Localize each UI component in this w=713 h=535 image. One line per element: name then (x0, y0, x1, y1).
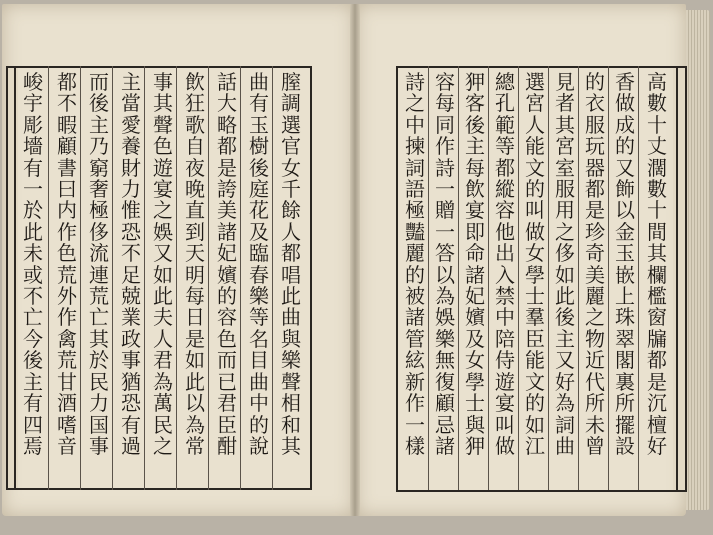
right-text-column-5: 選宮人能文的叫做女學士羣臣能文的如江 (525, 70, 545, 458)
left-text-column-3: 話大略都是誇美諸妃嬪的容色而已君臣酣 (217, 70, 237, 458)
column-rule (208, 66, 209, 490)
column-rule (458, 66, 459, 490)
column-rule (428, 66, 429, 490)
left-text-column-5: 事其聲色遊宴之娛又如此夫人君為萬民之 (153, 70, 173, 458)
column-rule (488, 66, 489, 490)
column-rule (240, 66, 241, 490)
right-text-column-7: 狎客後主每飲宴即命諸妃嬪及女學士與狎 (465, 70, 485, 458)
right-text-column-9: 詩之中揀詞語極豔麗的被諸管絃新作一樣 (405, 70, 425, 458)
right-text-column-4: 見者其宮室服用之侈如此後主又好為詞曲 (555, 70, 575, 458)
column-rule (176, 66, 177, 490)
column-rule (48, 66, 49, 490)
column-rule (608, 66, 609, 490)
left-text-column-2: 曲有玉樹後庭花及臨春樂等名目曲中的說 (249, 70, 269, 458)
right-text-column-8: 容每同作詩一贈一答以為娛樂無復顧忌諸 (435, 70, 455, 458)
right-text-column-3: 的衣服玩器都是珍奇美麗之物近代所未曾 (585, 70, 605, 458)
left-text-column-1: 膣調選官女千餘人都唱此曲與樂聲相和其 (281, 70, 301, 458)
column-rule (578, 66, 579, 490)
right-text-column-6: 總孔範等都縱容他出入禁中陪侍遊宴叫做 (495, 70, 515, 458)
column-rule (638, 66, 639, 490)
column-rule (548, 66, 549, 490)
column-rule (80, 66, 81, 490)
page-edges (686, 10, 710, 510)
left-text-column-7: 而後主乃窮奢極侈流連荒亡其於民力国事 (89, 70, 109, 458)
right-text-column-1: 高數十丈濶數十間其欄檻窗牖都是沉檀好 (647, 70, 667, 458)
left-text-column-6: 主當愛養財力惟恐不足兢業政事猶恐有過 (121, 70, 141, 458)
left-text-column-9: 峻宇彫墻有一於此未或不亡今後主有四焉 (23, 70, 43, 458)
left-text-column-4: 飲狂歌自夜晚直到天明每日是如此以為常 (185, 70, 205, 458)
column-rule (144, 66, 145, 490)
left-text-column-8: 都不暇顧書曰内作色荒外作禽荒甘酒嗜音 (57, 70, 77, 458)
right-text-column-2: 香做成的又飾以金玉嵌上珠翠閣裏所擺設 (615, 70, 635, 458)
column-rule (272, 66, 273, 490)
book-gutter (350, 4, 360, 516)
column-rule (518, 66, 519, 490)
column-rule (112, 66, 113, 490)
